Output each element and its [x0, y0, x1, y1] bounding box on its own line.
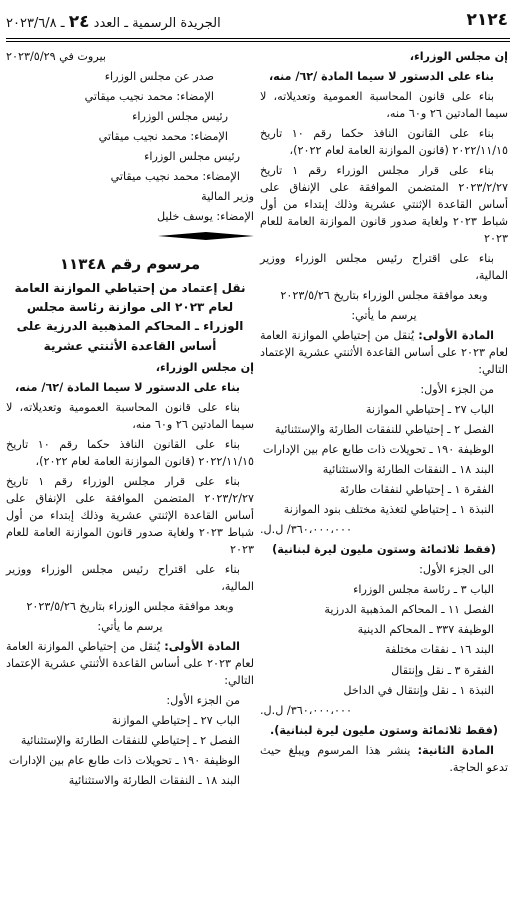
- decree-formula: يرسم ما يأتي:: [97, 619, 163, 633]
- budget-line: الوظيفة ٣٣٧ ـ المحاكم الدينية: [357, 623, 494, 637]
- issued-by: صدر عن مجلس الوزراء: [104, 70, 214, 84]
- article-1: [6, 638, 254, 689]
- right-column: [260, 48, 508, 779]
- recital-proposal: بناء على اقتراح رئيس مجلس الوزراء ووزير المالية،: [260, 252, 508, 283]
- separator-ornament: [158, 232, 254, 240]
- amount: ٣٦٠،٠٠٠،٠٠٠/ ل.ل.: [260, 523, 353, 537]
- from-part: من الجزء الأول:: [166, 693, 240, 707]
- decree-title: نقل إعتماد من إحتياطي الموازنة العامة لعام ٢٠٢٣ الى موازنة رئاسة مجلس الوزراء ـ المحاكم المذهبية الدرزية على أساس القاعدة الأثنتي عشرية: [14, 280, 246, 353]
- recital-constitution: بناء على الدستور لا سيما المادة /٦٢/ منه،: [268, 70, 494, 84]
- article-1: [260, 327, 508, 378]
- issue-number: ٢٤: [68, 12, 90, 32]
- budget-line: الفصل ٢ ـ إحتياطي للنفقات الطارئة والإستثنائية: [274, 423, 494, 437]
- journal-name: الجريدة الرسمية ـ العدد: [93, 16, 221, 31]
- signatory-title: وزير المالية: [201, 190, 254, 204]
- recital-proposal: بناء على اقتراح رئيس مجلس الوزراء ووزير المالية،: [6, 562, 254, 593]
- signature: الإمضاء: محمد نجيب ميقاتي: [98, 130, 228, 144]
- article-1-text: يُنقل من إحتياطي الموازنة العامة لعام ٢٠٢٣ على أساس القاعدة الأثنتي عشرية الإعتماد التالي:: [6, 639, 254, 687]
- page-number: ٢١٢٤: [466, 10, 508, 30]
- intro: إن مجلس الوزراء،: [155, 360, 254, 374]
- recital-cabinet-decision: بناء على قرار مجلس الوزراء رقم ١ تاريخ ٢٠٢٣/٢/٢٧ المتضمن الموافقة على الإنفاق على أساس القاعدة الإثنتي عشرية وذلك إبتداء من أول شباط ٢٠٢٣ ولغاية صدور قانون الموازنة العامة للعام ٢٠٢٣: [260, 164, 509, 246]
- recital-law-10: بناء على القانون النافذ حكما رقم ١٠ تاريخ ٢٠٢٢/١١/١٥ (قانون الموازنة العامة لعام ٢٠٢٢)،: [6, 437, 254, 468]
- recital-cabinet-decision: بناء على قرار مجلس الوزراء رقم ١ تاريخ ٢٠٢٣/٢/٢٧ المتضمن الموافقة على الإنفاق على أساس القاعدة الإثنتي عشرية وذلك إبتداء من أول شباط ٢٠٢٣ ولغاية صدور قانون الموازنة العامة للعام ٢٠٢٣: [6, 474, 255, 556]
- article-1-text: يُنقل من إحتياطي الموازنة العامة لعام ٢٠٢٣ على أساس القاعدة الأثنتي عشرية الإعتماد التالي:: [260, 329, 508, 377]
- recital-law-10: بناء على القانون النافذ حكما رقم ١٠ تاريخ ٢٠٢٢/١١/١٥ (قانون الموازنة العامة لعام ٢٠٢٢)،: [260, 127, 508, 158]
- page-header: [0, 0, 516, 40]
- journal-title: [6, 12, 221, 32]
- signatory-title: رئيس مجلس الوزراء: [132, 110, 228, 124]
- header-rule: [6, 38, 510, 42]
- place-date: بيروت في ٢٠٢٣/٥/٢٩: [6, 50, 106, 63]
- budget-line: الفقرة ٣ ـ نقل وإنتقال: [391, 663, 494, 677]
- budget-line: الباب ٣ ـ رئاسة مجلس الوزراء: [353, 583, 494, 597]
- signature: الإمضاء: يوسف خليل: [156, 210, 254, 224]
- budget-line: الباب ٢٧ ـ إحتياطي الموازنة: [365, 403, 494, 417]
- budget-line: الوظيفة ١٩٠ ـ تحويلات ذات طابع عام بين الإدارات: [262, 443, 494, 457]
- article-2-text: ينشر هذا المرسوم ويبلغ حيث تدعو الحاجة.: [260, 743, 508, 774]
- recital-approval: وبعد موافقة مجلس الوزراء بتاريخ ٢٠٢٣/٥/٢٦: [26, 599, 234, 613]
- signature: الإمضاء: محمد نجيب ميقاتي: [110, 170, 240, 184]
- issue-date: ـ ٢٠٢٣/٦/٨: [6, 16, 65, 31]
- decree-formula: يرسم ما يأتي:: [351, 309, 417, 323]
- left-column: [6, 48, 254, 792]
- article-1-label: المادة الأولى:: [164, 639, 241, 653]
- intro: إن مجلس الوزراء،: [409, 50, 508, 63]
- article-2: [260, 742, 508, 776]
- signatory-title: رئيس مجلس الوزراء: [144, 150, 240, 164]
- decree-number: مرسوم رقم ١١٣٤٨: [59, 255, 201, 274]
- budget-line: البند ١٨ ـ النفقات الطارئة والاستثنائية: [322, 463, 494, 477]
- to-part: الى الجزء الأول:: [419, 563, 494, 577]
- budget-line: البند ١٦ ـ نفقات مختلفة: [384, 643, 494, 657]
- budget-line: الفصل ١١ ـ المحاكم المذهبية الدرزية: [324, 603, 494, 617]
- recital-accounting-law: بناء على قانون المحاسبة العمومية وتعديلاته، لا سيما المادتين ٢٦ و٦٠ منه،: [6, 400, 254, 431]
- budget-line: الباب ٢٧ ـ إحتياطي الموازنة: [111, 714, 240, 727]
- from-part: من الجزء الأول:: [420, 383, 494, 397]
- budget-line: الفقرة ١ ـ إحتياطي لنفقات طارئة: [339, 483, 494, 497]
- budget-line: الفصل ٢ ـ إحتياطي للنفقات الطارئة والإستثنائية: [20, 734, 240, 748]
- recital-constitution: بناء على الدستور لا سيما المادة /٦٢/ منه،: [14, 380, 240, 394]
- budget-line: الوظيفة ١٩٠ ـ تحويلات ذات طابع عام بين الإدارات: [8, 754, 240, 768]
- signature: الإمضاء: محمد نجيب ميقاتي: [84, 90, 214, 104]
- budget-line: البند ١٨ ـ النفقات الطارئة والاستثنائية: [68, 774, 240, 788]
- budget-line: النبذة ١ ـ نقل وإنتقال في الداخل: [343, 683, 494, 697]
- recital-accounting-law: بناء على قانون المحاسبة العمومية وتعديلاته، لا سيما المادتين ٢٦ و٦٠ منه،: [260, 90, 508, 121]
- article-2-label: المادة الثانية:: [417, 743, 495, 757]
- article-1-label: المادة الأولى:: [418, 329, 495, 343]
- recital-approval: وبعد موافقة مجلس الوزراء بتاريخ ٢٠٢٣/٥/٢٦: [280, 289, 488, 303]
- budget-line: النبذة ١ ـ إحتياطي لتغذية مختلف بنود الموازنة: [283, 503, 494, 517]
- amount-words: (فقط ثلاثمائة وستون مليون ليرة لبنانية).: [269, 723, 499, 737]
- amount-words: (فقط ثلاثمائة وستون مليون ليرة لبنانية): [272, 543, 496, 557]
- amount: ٣٦٠،٠٠٠،٠٠٠/ ل.ل.: [260, 703, 353, 717]
